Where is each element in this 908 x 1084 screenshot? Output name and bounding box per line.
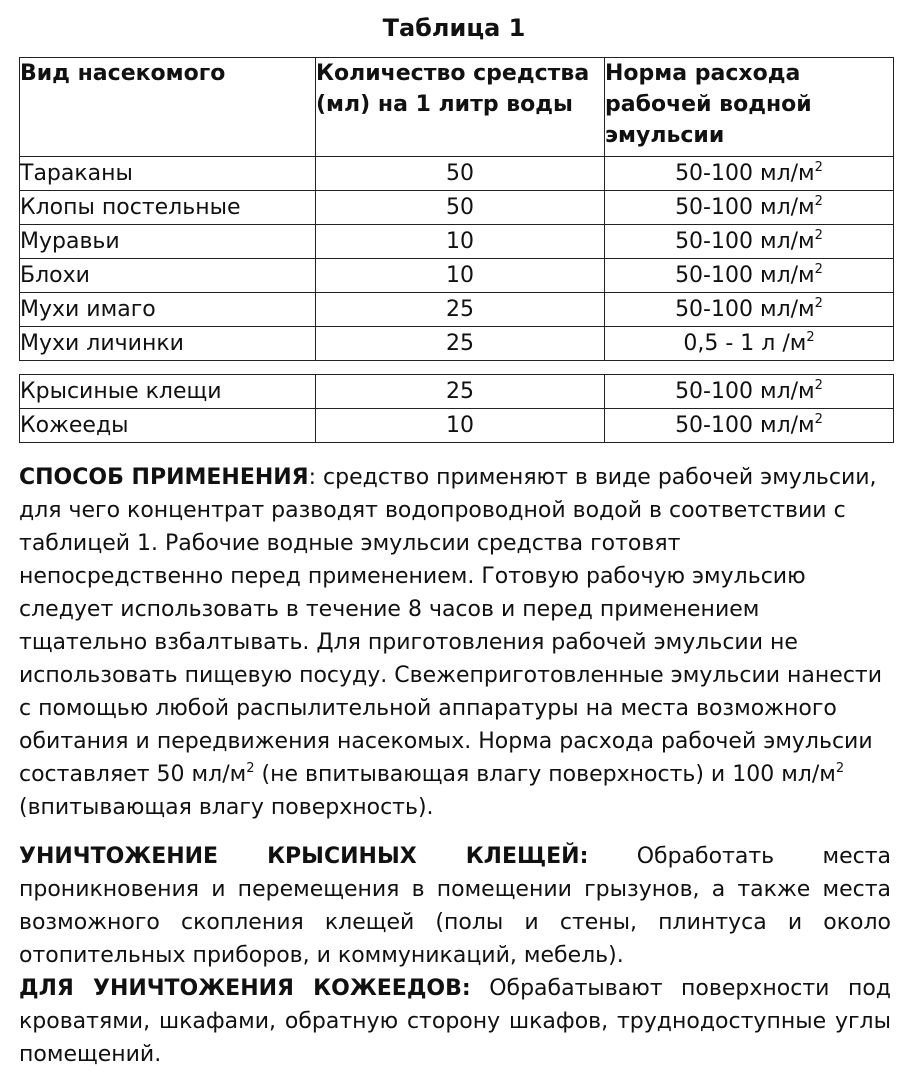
- amount-cell: 25: [316, 375, 605, 409]
- rate-cell: [605, 225, 894, 259]
- rate-superscript: 2: [814, 296, 823, 311]
- amount-cell: 10: [316, 259, 605, 293]
- application-method-paragraph: [19, 461, 891, 824]
- table-header-row: [20, 58, 894, 157]
- application-method-text: (впитывающая влагу поверхность).: [19, 795, 434, 820]
- table-row: [20, 225, 894, 259]
- insect-cell: Клопы постельные: [20, 191, 316, 225]
- insect-cell: Мухи имаго: [20, 293, 316, 327]
- insect-cell: Мухи личинки: [20, 327, 316, 361]
- rate-cell: [605, 191, 894, 225]
- application-method-text: : средство применяют в виде рабочей эмульсии, для чего концентрат разводят водопроводной водой в соответствии с таблицей 1. Рабочие водные эмульсии средства готовят непосредственно перед применением. Готовую рабочую эмульсию следует использовать в течение 8 часов и перед применением тщательно взбалтывать. Для приготовления рабочей эмульсии не использовать пищевую посуду. Свежеприготовленные эмульсии нанести с помощью любой распылительной аппаратуры на места возможного обитания и передвижения насекомых. Норма расхода рабочей эмульсии составляет 50 мл/м: [19, 465, 883, 787]
- unit-superscript: 2: [835, 761, 845, 776]
- rate-superscript: 2: [814, 412, 823, 427]
- insect-cell: Тараканы: [20, 157, 316, 191]
- rat-mites-paragraph: [19, 840, 891, 972]
- amount-cell: 10: [316, 409, 605, 443]
- rate-value: 50-100 мл/м: [675, 379, 815, 404]
- insect-cell: Крысиные клещи: [20, 375, 316, 409]
- insect-cell: Муравьи: [20, 225, 316, 259]
- insect-cell: Кожееды: [20, 409, 316, 443]
- column-header-rate: Норма расхода рабочей водной эмульсии: [605, 58, 894, 157]
- amount-cell: 10: [316, 225, 605, 259]
- rate-value: 50-100 мл/м: [675, 263, 815, 288]
- rate-cell: [605, 409, 894, 443]
- rate-superscript: 2: [814, 262, 823, 277]
- rate-value: 0,5 - 1 л /м: [683, 331, 807, 356]
- table-title: Таблица 1: [382, 14, 526, 42]
- rate-cell: [605, 157, 894, 191]
- rate-value: 50-100 мл/м: [675, 297, 815, 322]
- unit-superscript: 2: [246, 761, 255, 776]
- rate-value: 50-100 мл/м: [675, 161, 815, 186]
- dermestid-beetles-heading: ДЛЯ УНИЧТОЖЕНИЯ КОЖЕЕДОВ:: [19, 976, 471, 1001]
- rate-superscript: 2: [806, 330, 815, 345]
- column-header-insect: Вид насекомого: [20, 58, 316, 157]
- table-row: [20, 293, 894, 327]
- rate-cell: [605, 375, 894, 409]
- table-row: [20, 191, 894, 225]
- dosage-table-continuation: [19, 374, 894, 443]
- table-row: [20, 157, 894, 191]
- dosage-table: [19, 57, 894, 361]
- table-row: [20, 409, 894, 443]
- insect-cell: Блохи: [20, 259, 316, 293]
- amount-cell: 25: [316, 293, 605, 327]
- rate-value: 50-100 мл/м: [675, 229, 815, 254]
- amount-cell: 50: [316, 191, 605, 225]
- table-row: [20, 259, 894, 293]
- rate-superscript: 2: [814, 228, 823, 243]
- rate-cell: [605, 293, 894, 327]
- amount-cell: 50: [316, 157, 605, 191]
- rate-cell: [605, 327, 894, 361]
- rate-value: 50-100 мл/м: [675, 195, 815, 220]
- rate-cell: [605, 259, 894, 293]
- rate-value: 50-100 мл/м: [675, 413, 815, 438]
- application-method-heading: СПОСОБ ПРИМЕНЕНИЯ: [19, 465, 309, 490]
- table-row: [20, 327, 894, 361]
- rate-superscript: 2: [814, 378, 823, 393]
- amount-cell: 25: [316, 327, 605, 361]
- rate-superscript: 2: [814, 160, 823, 175]
- dermestid-beetles-text: Обрабатывают поверхности под кроватями, шкафами, обратную сторону шкафов, труднодоступные углы помещений.: [19, 976, 891, 1067]
- table-row: [20, 375, 894, 409]
- column-header-amount: Количество средства (мл) на 1 литр воды: [316, 58, 605, 157]
- rate-superscript: 2: [814, 194, 823, 209]
- rat-mites-heading: УНИЧТОЖЕНИЕ КРЫСИНЫХ КЛЕЩЕЙ:: [19, 844, 589, 869]
- dermestid-beetles-paragraph: [19, 972, 891, 1071]
- application-method-text: (не впитывающая влагу поверхность) и 100 мл/м: [254, 762, 836, 787]
- rat-mites-text: Обработать места проникновения и перемещения в помещении грызунов, а также места возможного скопления клещей (полы и стены, плинтуса и около отопительных приборов, и коммуникаций, мебель).: [19, 844, 892, 968]
